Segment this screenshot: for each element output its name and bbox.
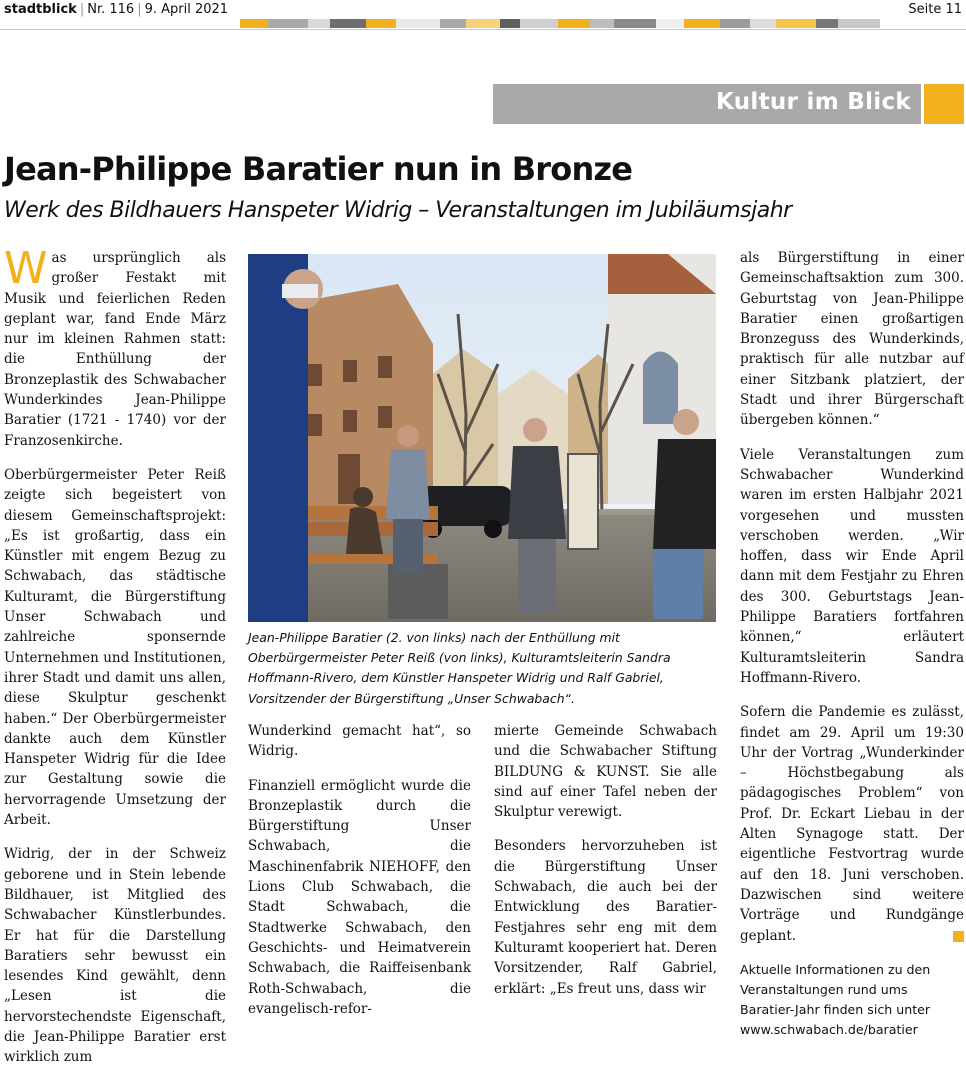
column-1 [4,243,226,1082]
section-band [493,84,921,124]
column-3 [248,721,471,1033]
header-divider [0,29,966,30]
stripe-segment [558,19,590,28]
paragraph: Wunderkind gemacht hat“, so Widrig. [248,723,471,760]
stripe-segment [590,19,614,28]
stripe-segment [308,19,330,28]
info-note: Aktuelle Informationen zu den Veranstaltungen rund ums Baratier-Jahr finden sich unter www.schwabach.de/baratier [740,961,931,1037]
stripe-segment [614,19,656,28]
stripe-segment [330,19,366,28]
end-mark-icon [953,931,964,942]
stripe-segment [268,19,308,28]
section-label: Kultur im Blick [716,89,911,115]
paragraph: Widrig, der in der Schweiz geborene und in Stein lebende Bildhauer, ist Mitglied des Schwabacher Künstlerbundes. Er hat für die Darstellung Baratiers sehr bewusst ein lesendes Kind gewählt, denn „Lesen ist die hervorstechendste Eigenschaft, die Jean-Philippe Baratier erst wirklich zum [4,846,226,1066]
stripe-segment [720,19,750,28]
paragraph-text: Sofern die Pandemie es zulässt, findet am 29. April um 19:30 Uhr der Vortrag „Wunderkinder – Höchstbegabung als pädagogisches Problem“ von Prof. Dr. Eckart Liebau in der Alten Synagoge statt. Der eigentliche Festvortrag wurde auf den 18. Juni verschoben. Dazwischen sind weitere Vorträge und Rundgänge geplant. [740,704,964,944]
stripe-segment [684,19,720,28]
column-4 [494,721,717,1013]
stripe-segment [440,19,466,28]
brand-name: stadtblick [4,2,77,17]
issue-number: Nr. 116 [87,2,135,17]
paragraph: als Bürgerstiftung in einer Gemeinschaftsaktion zum 300. Geburtstag von Jean-Philippe Baratier einen großartigen Bronzeguss des Wunderkinds, praktisch für alle nutzbar auf einer Sitzbank platziert, der Stadt und ihrer Bürgerschaft übergeben können.“ [740,250,964,429]
stripe-segment [776,19,816,28]
paragraph: mierte Gemeinde Schwabach und die Schwabacher Stiftung BILDUNG & KUNST. Sie alle sind auf einer Tafel neben der Skulptur verewigt. [494,723,717,821]
color-stripe-bar [240,19,880,28]
drop-cap: W [4,243,48,294]
stripe-segment [466,19,500,28]
stripe-segment [366,19,396,28]
article-subtitle: Werk des Bildhauers Hanspeter Widrig – Veranstaltungen im Jubiläumsjahr [4,198,792,223]
column-5 [740,248,964,1054]
article-photo [248,254,716,622]
photo-caption: Jean-Philippe Baratier (2. von links) nach der Enthüllung mit Oberbürgermeister Peter Reiß (von links), Kulturamtsleiterin Sandra Hoffmann-Rivero, dem Künstler Hanspeter Widrig und Ralf Gabriel, Vorsitzender der Bürgerstiftung „Unser Schwabach“. [248,630,671,706]
paragraph-text: as ursprünglich als großer Festakt mit Musik und feierlichen Reden geplant war, fand Ende März nur im kleinen Rahmen statt: die Enthüllung der Bronzeplastik des Schwabacher Wunderkindes Jean-Philippe Baratier (1721 - 1740) vor der Franzosenkirche. [4,250,226,449]
issue-date: 9. April 2021 [144,2,229,17]
stripe-segment [240,19,268,28]
stripe-segment [838,19,880,28]
stripe-segment [656,19,684,28]
page-number: Seite 11 [908,2,962,17]
header-meta: stadtblick | Nr. 116 | 9. April 2021 [4,2,229,17]
paragraph [4,243,226,451]
stripe-segment [396,19,440,28]
paragraph: Oberbürgermeister Peter Reiß zeigte sich begeistert von diesem Gemeinschaftsprojekt: „Es ist großartig, dass ein Künstler mit engem Bezug zu Schwabach, das städtische Kulturamt, die Bürgerstiftung Unser Schwabach und zahlreiche sponsernde Unternehmen und Institutionen, ihrer Stadt und damit uns allen, diese Skulptur geschenkt haben.“ Der Oberbürgermeister dankte auch dem Künstler Hanspeter Widrig für die Idee zur Gestaltung sowie die hervorragende Umsetzung der Arbeit. [4,466,226,829]
article-title: Jean-Philippe Baratier nun in Bronze [4,150,633,188]
paragraph: Viele Veranstaltungen zum Schwabacher Wunderkind waren im ersten Halbjahr 2021 vorgesehen und mussten verschoben werden. „Wir hoffen, dass wir Ende April dann mit dem Festjahr zu Ehren des 300. Geburtstags Jean-Philippe Baratiers fortfahren können,“ erläutert Kulturamtsleiterin Sandra Hoffmann-Rivero. [740,446,964,686]
stripe-segment [520,19,558,28]
paragraph: Besonders hervorzuheben ist die Bürgerstiftung Unser Schwabach, die auch bei der Entwicklung des Baratier-Festjahres sehr eng mit dem Kulturamt kooperiert hat. Deren Vorsitzender, Ralf Gabriel, erklärt: „Es freut uns, dass wir [494,838,717,997]
stripe-segment [500,19,520,28]
stripe-segment [816,19,838,28]
stripe-segment [750,19,776,28]
paragraph: Finanziell ermöglicht wurde die Bronzeplastik durch die Bürgerstiftung Unser Schwabach, die Maschinenfabrik NIEHOFF, den Lions Club Schwabach, die Stadt Schwabach, die Stadtwerke Schwabach, den Geschichts- und Heimatverein Schwabach, die Raiffeisenbank Roth-Schwabach, die evangelisch-refor- [248,777,471,1017]
section-accent-square [924,84,964,124]
paragraph [740,702,964,946]
